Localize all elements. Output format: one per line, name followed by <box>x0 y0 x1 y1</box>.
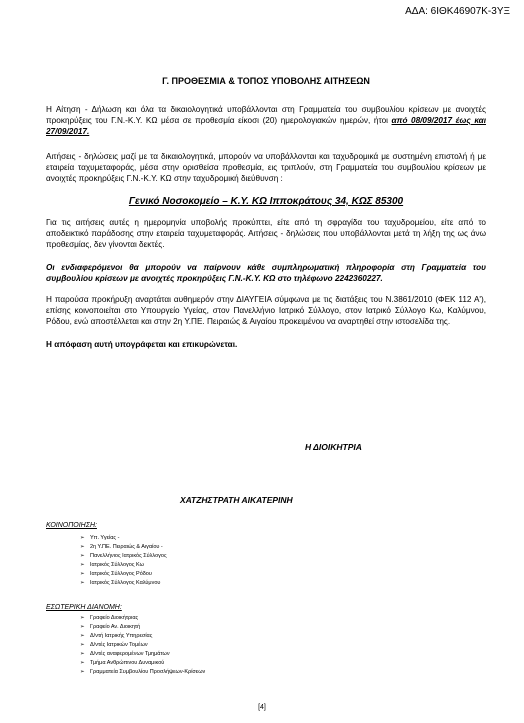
page-number: [4] <box>258 704 266 711</box>
internal-distribution-label: ΕΣΩΤΕΡΙΚΗ ΔΙΑΝΟΜΗ: <box>46 604 122 611</box>
paragraph-submission-deadline <box>46 104 486 137</box>
list-item: ➢ Δ/ντές αναφερομένων Τμημάτων <box>80 650 480 659</box>
list-item: ➢ Τμήμα Ανθρώπινου Δυναμικού <box>80 659 480 668</box>
list-item: ➢ Ιατρικός Σύλλογος Καλύμνου <box>80 579 480 588</box>
deadline-dates: από 08/09/2017 έως και 27/09/2017. <box>46 116 487 136</box>
list-item: ➢ Πανελλήνιος Ιατρικός Σύλλογος <box>80 552 480 561</box>
list-item: ➢ Δ/ντή Ιατρικής Υπηρεσίας <box>80 632 480 641</box>
distribution-list <box>80 534 480 588</box>
internal-distribution-list <box>80 614 480 677</box>
distribution-label: ΚΟΙΝΟΠΟΙΗΣΗ: <box>46 522 97 529</box>
list-item: ➢ Δ/ντές Ιατρικών Τομέων <box>80 641 480 650</box>
section-title: Γ. ΠΡΟΘΕΣΜΙΑ & ΤΟΠΟΣ ΥΠΟΒΟΛΗΣ ΑΙΤΗΣΕΩΝ <box>162 76 370 86</box>
list-item: ➢ Γραφείο Αν. Διοικητή <box>80 623 480 632</box>
paragraph-postal-submission: Αιτήσεις - δηλώσεις μαζί με τα δικαιολογητικά, μπορούν να υποβάλλονται και ταχυδρομικά με συστημένη επιστολή ή με εταιρεία ταχυμεταφοράς, μέσα στην ορισθείσα προθεσμία, εις τριπλούν, στη Γραμματεία του συμβουλίου κρίσεων με ανοιχτές προκηρύξεις Γ.Ν.-Κ.Υ. ΚΩ στην ταχυδρομική διεύθυνση : <box>46 152 486 183</box>
list-item: ➢ Υπ. Υγείας - <box>80 534 480 543</box>
paragraph-publication: Η παρούσα προκήρυξη αναρτάται αυθημερόν στην ΔΙΑΥΓΕΙΑ σύμφωνα με τις διατάξεις του Ν.3861/2010 (ΦΕΚ 112 Α'), επίσης κοινοποιείται στο Υπουργείο Υγείας, στον Πανελλήνιο Ιατρικό Σύλλογο, στον Ιατρικό Σύλλογο Κω, Καλύμνου, Ρόδου, ενώ αποστέλλεται και στην 2η Υ.ΠΕ. Πειραιώς & Αιγαίου προκειμένου να αναρτηθεί στην ιστοσελίδα της. <box>46 295 486 326</box>
paragraph-contact-info: Οι ενδιαφερόμενοι θα μπορούν να παίρνουν κάθε συμπληρωματική πληροφορία στη Γραμματεία του συμβουλίου κρίσεων με ανοιχτές προκηρύξεις Γ.Ν.-Κ.Υ. ΚΩ στο τηλέφωνο 2242360227. <box>46 263 486 283</box>
list-item: ➢ Ιατρικός Σύλλογος Ρόδου <box>80 570 480 579</box>
list-item: ➢ 2η Υ.ΠΕ. Πειραιώς & Αιγαίου - <box>80 543 480 552</box>
hospital-address: Γενικό Νοσοκομείο – Κ.Υ. ΚΩ Ιπποκράτους 34, ΚΩΣ 85300 <box>128 196 404 207</box>
paragraph-submission-date: Για τις αιτήσεις αυτές η ημερομηνία υποβολής προκύπτει, είτε από τη σφραγίδα του ταχυδρομείου, είτε από το αποδεικτικό παράδοσης στην εταιρεία ταχυμεταφοράς. Αιτήσεις - δηλώσεις που υποβάλλονται μετά τη λήξη της ως άνω προθεσμίας, δεν γίνονται δεκτές. <box>46 218 486 249</box>
list-item: ➢ Γραφείο Διοικήτριας <box>80 614 480 623</box>
director-title: Η ΔΙΟΙΚΗΤΡΙΑ <box>305 442 362 452</box>
list-item: ➢ Ιατρικός Σύλλογος Κω <box>80 561 480 570</box>
paragraph-text: Η Αίτηση - Δήλωση και όλα τα δικαιολογητικά υποβάλλονται στη Γραμματεία του συμβουλίου κρίσεων με ανοιχτές προκηρύξεις του Γ.Ν.-Κ.Υ. ΚΩ μέσα σε προθεσμία είκοσι (20) ημερολογιακών ημερών, ήτοι <box>46 105 486 125</box>
ada-code: ΑΔΑ: 6ΙΘΚ46907Κ-3ΥΞ <box>405 6 510 17</box>
paragraph-signature-note: Η απόφαση αυτή υπογράφεται και επικυρώνεται. <box>46 340 238 349</box>
signer-name: ΧΑΤΖΗΣΤΡΑΤΗ ΑΙΚΑΤΕΡΙΝΗ <box>180 495 293 505</box>
list-item: ➢ Γραμματεία Συμβουλίου Προσλήψεων-Κρίσεων <box>80 668 480 677</box>
document-body <box>46 22 486 350</box>
